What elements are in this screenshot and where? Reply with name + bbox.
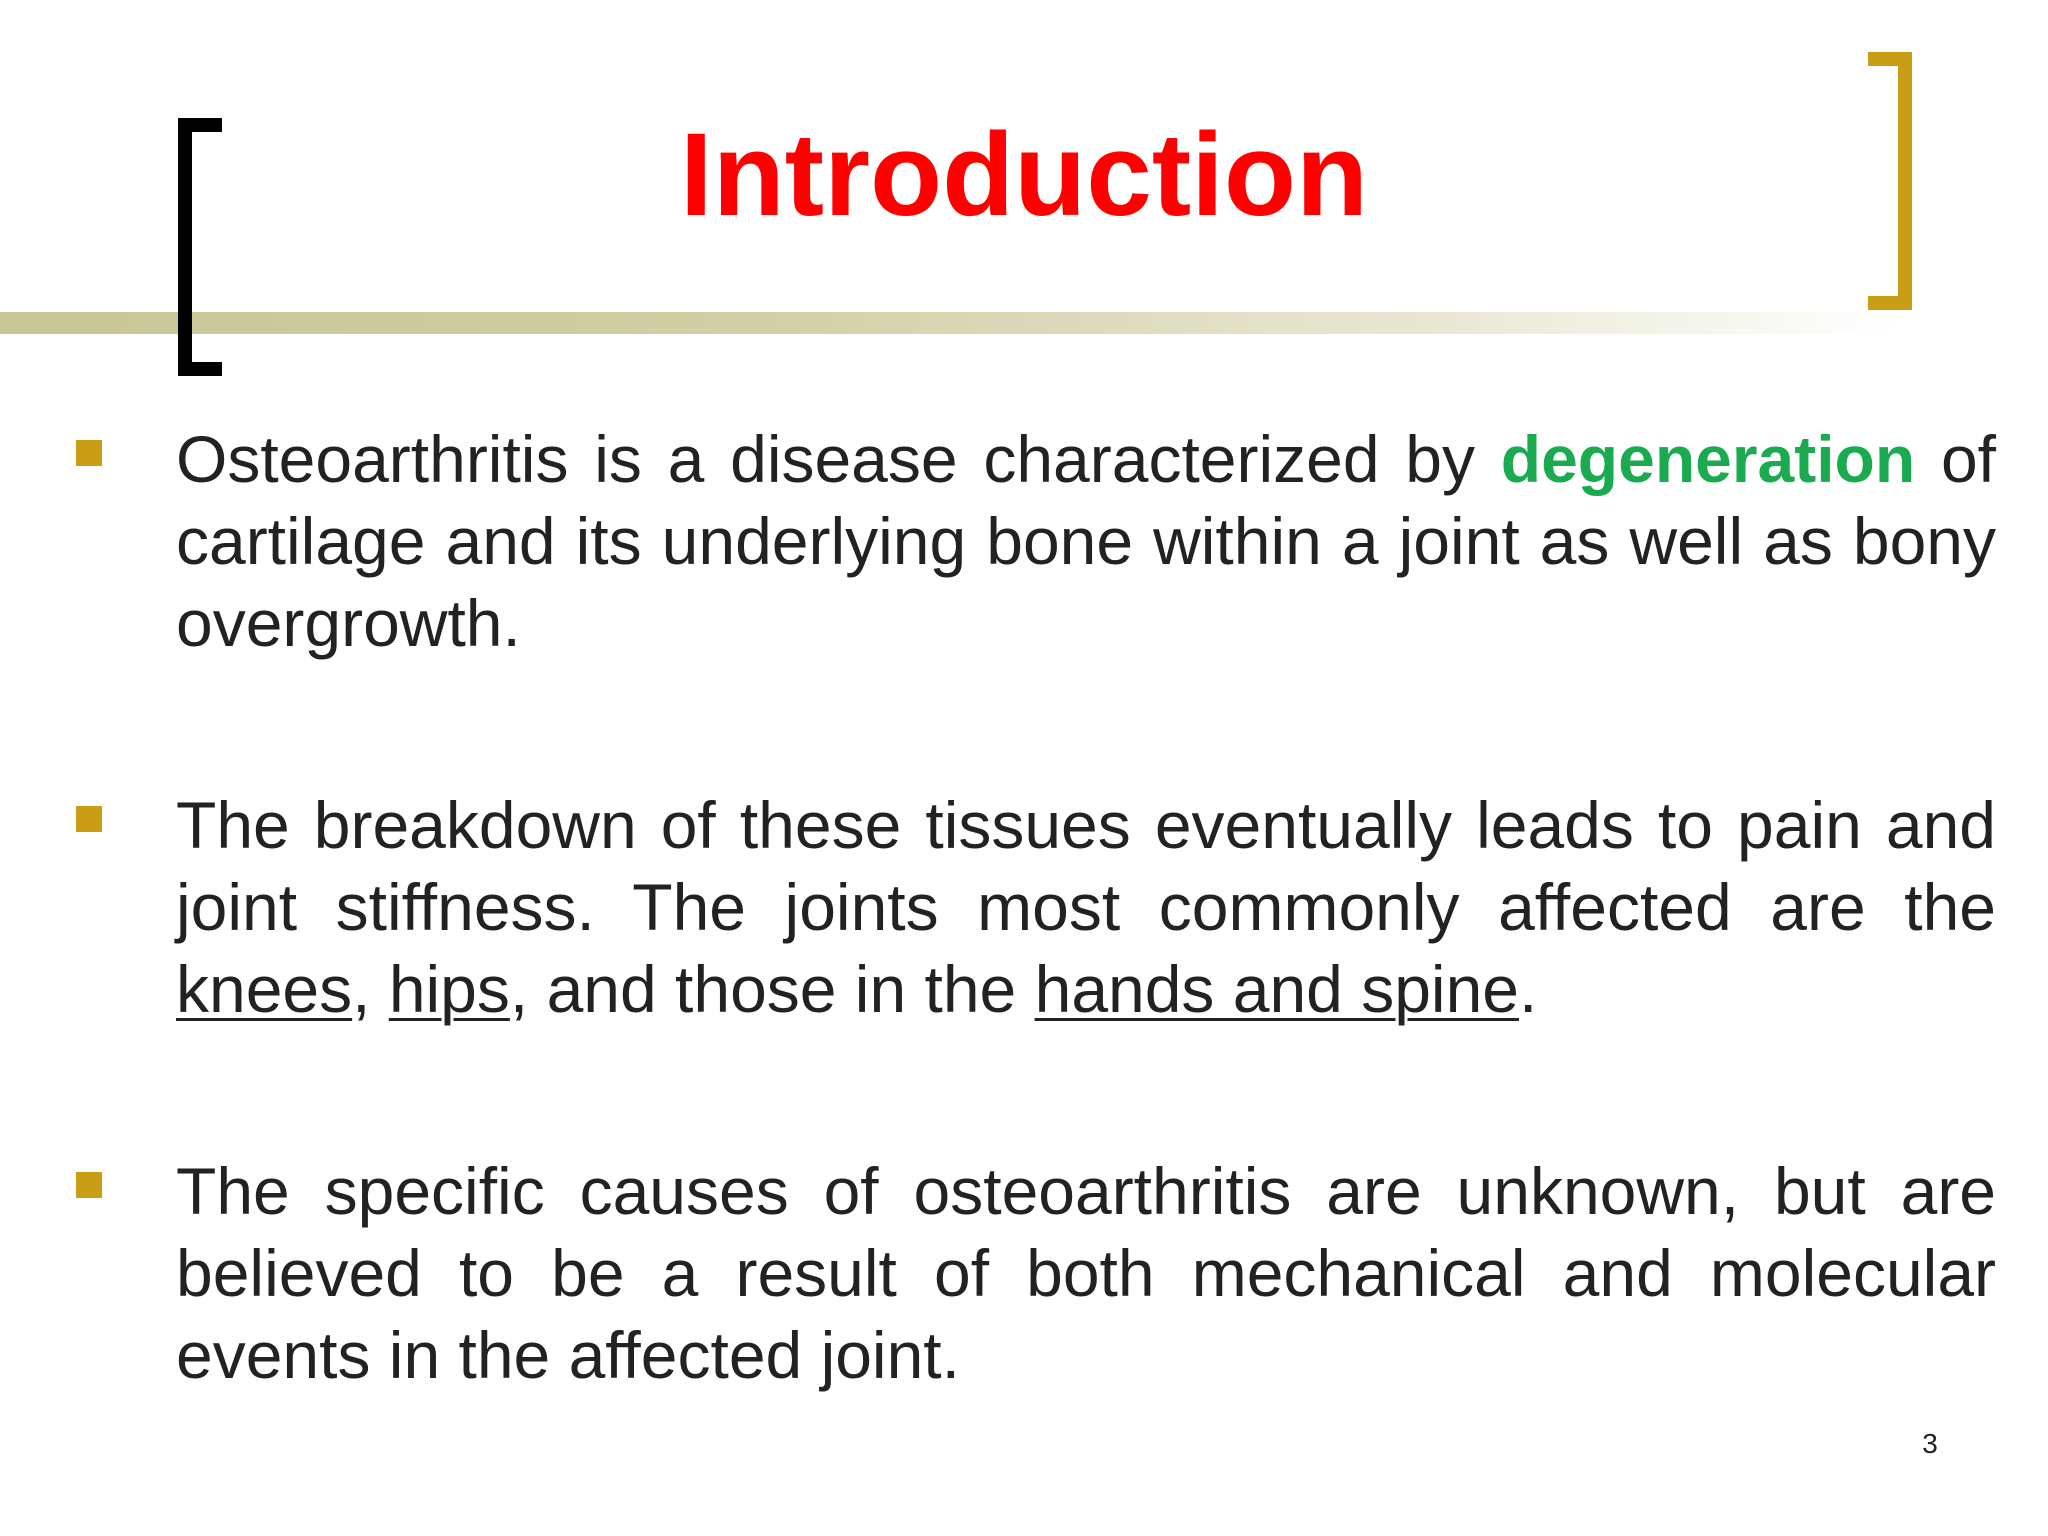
bullet-text-segment: of cartilage and its underlying bone within a joint as well as bony overgrowth. bbox=[176, 422, 1996, 660]
bullet-text-segment: , and those in the bbox=[509, 952, 1035, 1026]
square-bullet-icon bbox=[76, 1172, 102, 1198]
title-divider-line bbox=[0, 312, 1900, 334]
underlined-term: hands and spine bbox=[1034, 952, 1520, 1026]
square-bullet-icon bbox=[76, 440, 102, 466]
underlined-term: knees bbox=[176, 952, 353, 1026]
bullet-text-segment: . bbox=[1519, 952, 1538, 1026]
page-number: 3 bbox=[1922, 1428, 1938, 1459]
bullet-text-segment: The breakdown of these tissues eventually leads to pain and joint stiffness. The joints most commonly affected are the bbox=[176, 788, 1996, 944]
bullet-text bbox=[176, 784, 1996, 1030]
square-bullet-icon bbox=[76, 806, 102, 832]
bullet-text-segment: The specific causes of osteoarthritis are unknown, but are believed to be a result of both mechanical and molecular events in the affected joint. bbox=[176, 1154, 1996, 1392]
bullet-text bbox=[176, 418, 1996, 664]
underlined-term: hips bbox=[388, 952, 510, 1026]
slide-title: Introduction bbox=[679, 109, 1369, 241]
bullet-text bbox=[176, 1150, 1996, 1396]
bullet-text-segment: , bbox=[352, 952, 389, 1026]
bullet-text-segment: Osteoarthritis is a disease characterized by bbox=[176, 422, 1501, 496]
highlighted-term: degeneration bbox=[1500, 422, 1916, 496]
